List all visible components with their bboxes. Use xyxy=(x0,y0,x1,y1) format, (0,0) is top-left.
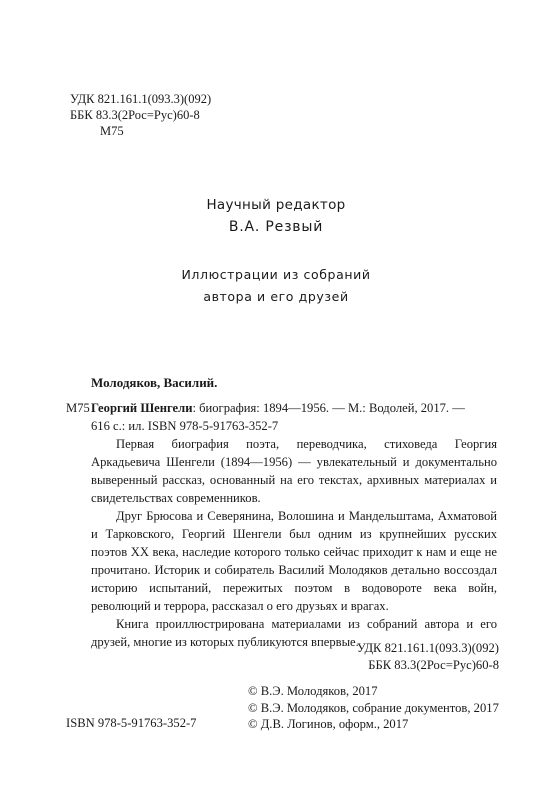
title-line xyxy=(91,399,497,417)
copyright-block xyxy=(248,683,499,733)
author-mark: М75 xyxy=(100,124,124,138)
annotation-paragraph-2: Друг Брюсова и Северянина, Волошина и Мандельштама, Ахматовой и Тарковского, Георгий Шенгели был одним из крупнейших русских поэтов XX века, наследие которого только сейчас приходит к нам и еще не прочитано. Историк и собиратель Василий Молодяков детально воссоздал историю испытаний, пережитых поэтом в водовороте века войн, революций и террора, рассказал о его друзьях и врагах. xyxy=(91,509,497,613)
top-classification-codes xyxy=(70,91,211,139)
extent-line: 616 с.: ил. ISBN 978-5-91763-352-7 xyxy=(91,419,279,433)
editor-role: Научный редактор xyxy=(206,197,346,213)
illustrations-credit xyxy=(0,264,552,308)
card-udk-code: УДК 821.161.1(093.3)(092) xyxy=(356,641,499,655)
copyright-line: © Д.В. Логинов, оформ., 2017 xyxy=(248,717,409,731)
card-classification-codes xyxy=(300,640,499,674)
annotation-paragraph-3: Книга проиллюстрирована материалами из собраний автора и его друзей, многие из которых публикуются впервые. xyxy=(91,617,497,649)
copyright-line: © В.Э. Молодяков, 2017 xyxy=(248,684,378,698)
bibliographic-description xyxy=(91,399,497,651)
author-heading: Молодяков, Василий. xyxy=(91,375,218,390)
book-title: Георгий Шенгели xyxy=(91,401,193,415)
scientific-editor-block xyxy=(0,194,552,238)
isbn: ISBN 978-5-91763-352-7 xyxy=(66,716,197,730)
catalog-side-mark: М75 xyxy=(66,401,90,415)
illustrations-line-2: автора и его друзей xyxy=(203,289,349,304)
annotation-paragraph-1: Первая биография поэта, переводчика, стиховеда Георгия Аркадьевича Шенгели (1894—1956) — увлекательный и документально выверенный рассказ, основанный на его текстах, архивных материалах и свидетельствах современников. xyxy=(91,437,497,505)
illustrations-line-1: Иллюстрации из собраний xyxy=(181,267,371,282)
udk-code: УДК 821.161.1(093.3)(092) xyxy=(70,92,212,106)
imprint: : биография: 1894—1956. — М.: Водолей, 2017. — xyxy=(192,401,465,415)
editor-name: В.А. Резвый xyxy=(228,219,324,235)
bbk-code: ББК 83.3(2Рос=Рус)60-8 xyxy=(70,108,200,122)
copyright-line: © В.Э. Молодяков, собрание документов, 2017 xyxy=(248,700,499,715)
card-bbk-code: ББК 83.3(2Рос=Рус)60-8 xyxy=(368,658,499,672)
